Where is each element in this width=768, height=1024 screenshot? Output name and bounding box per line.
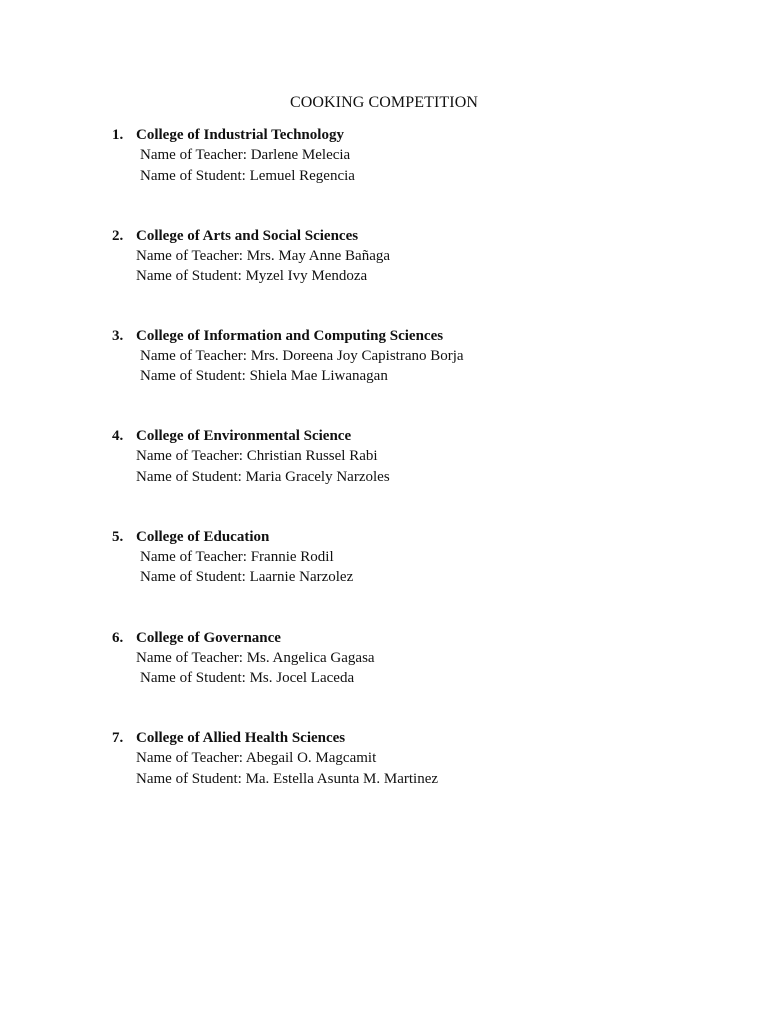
college-name: College of Governance	[136, 630, 281, 646]
college-name: College of Environmental Science	[136, 428, 352, 444]
entry-number: 3.	[112, 328, 124, 344]
teacher-name: Name of Teacher: Abegail O. Magcamit	[136, 750, 377, 766]
teacher-name: Name of Teacher: Christian Russel Rabi	[136, 448, 378, 464]
college-name: College of Education	[136, 529, 270, 545]
college-name: College of Allied Health Sciences	[136, 730, 346, 746]
student-name: Name of Student: Shiela Mae Liwanagan	[140, 368, 388, 384]
college-name: College of Information and Computing Sciences	[136, 328, 444, 344]
teacher-name: Name of Teacher: Frannie Rodil	[140, 549, 334, 565]
entry-number: 2.	[112, 228, 124, 244]
entry-number: 5.	[112, 529, 124, 545]
page-title: COOKING COMPETITION	[289, 94, 479, 111]
student-name: Name of Student: Ms. Jocel Laceda	[140, 670, 355, 686]
teacher-name: Name of Teacher: Ms. Angelica Gagasa	[136, 650, 375, 666]
student-name: Name of Student: Ma. Estella Asunta M. Martinez	[136, 771, 439, 787]
teacher-name: Name of Teacher: Mrs. Doreena Joy Capistrano Borja	[140, 348, 464, 364]
college-name: College of Arts and Social Sciences	[136, 228, 359, 244]
college-name: College of Industrial Technology	[136, 127, 344, 143]
teacher-name: Name of Teacher: Mrs. May Anne Bañaga	[136, 248, 391, 264]
student-name: Name of Student: Lemuel Regencia	[140, 168, 355, 184]
entry-number: 4.	[112, 428, 124, 444]
teacher-name: Name of Teacher: Darlene Melecia	[140, 147, 351, 163]
student-name: Name of Student: Laarnie Narzolez	[140, 569, 354, 585]
entry-number: 7.	[112, 730, 124, 746]
entry-number: 6.	[112, 630, 124, 646]
student-name: Name of Student: Myzel Ivy Mendoza	[136, 268, 368, 284]
student-name: Name of Student: Maria Gracely Narzoles	[136, 469, 390, 485]
entry-number: 1.	[112, 127, 124, 143]
